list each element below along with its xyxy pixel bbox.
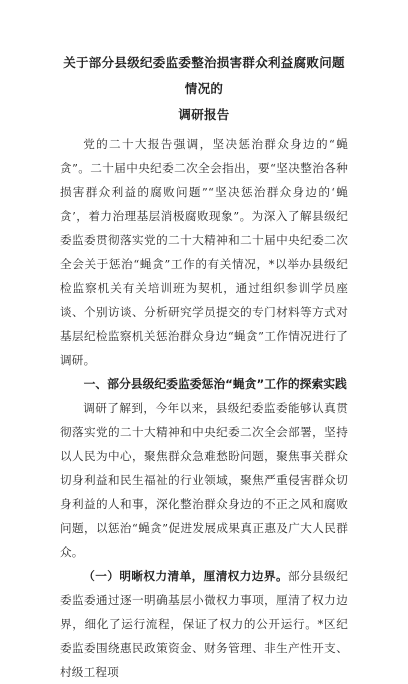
title-line-2: 调研报告	[178, 107, 230, 122]
intro-paragraph: 党的二十大报告强调，坚决惩治群众身边的“蝇贪”。二十届中央纪委二次全会指出，要“坚决整治各种损害群众利益的腐败问题”“坚决惩治群众身边的‘蝇贪’，着力治理基层消极腐败现象”。为深入了解县级纪委监委贯彻落实党的二十大精神和二十届中央纪委二次全会关于惩治“蝇贪”工作的有关情况，*以举办县级纪检监察机关有关培训班为契机，通过组织参训学员座谈、个别访谈、分析研究学员提交的专门材料等方式对基层纪检监察机关惩治群众身边“蝇贪”工作情况进行了调研。	[60, 137, 348, 367]
subsection-1-paragraph	[60, 564, 348, 684]
subsection-1-heading: （一）明晰权力清单，厘清权力边界。	[83, 569, 288, 583]
section-1-paragraph: 调研了解到，今年以来，县级纪委监委能够认真贯彻落实党的二十大精神和中央纪委二次全会部署，坚持以人民为中心，聚焦群众急难愁盼问题，聚焦事关群众切身利益和民生福祉的行业领域，聚焦严重侵害群众切身利益的人和事，深化整治群众身边的不正之风和腐败问题，以惩治“蝇贪”促进发展成果真正惠及广大人民群众。	[60, 401, 348, 559]
title-line-1: 关于部分县级纪委监委整治损害群众利益腐败问题情况的	[63, 55, 345, 96]
section-1-heading: 一、部分县级纪委监委惩治“蝇贪”工作的探索实践	[83, 377, 347, 391]
document-title	[60, 50, 348, 128]
subsection-1-text: 部分县级纪委监委通过逐一明确基层小微权力事项，厘清了权力边界，细化了运行流程，保证了权力的公开运行。*区纪委监委围绕惠民政策资金、财务管理、非生产性开支、村级工程项	[60, 569, 348, 679]
